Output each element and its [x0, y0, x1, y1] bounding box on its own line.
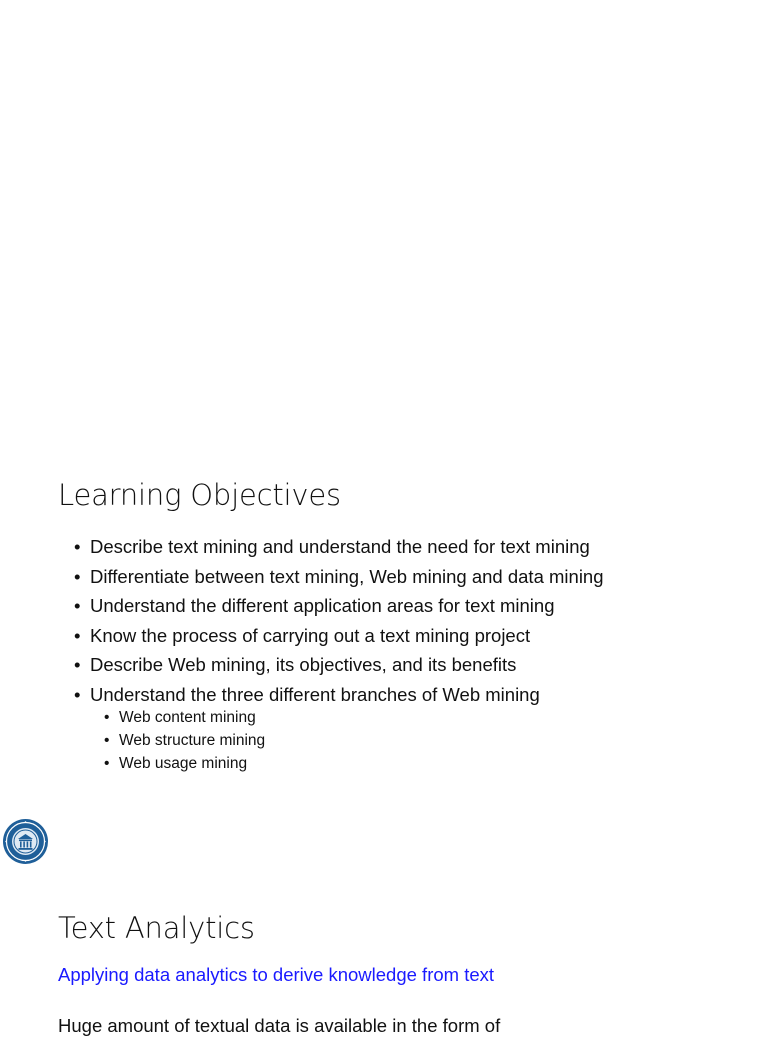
list-item: • Understand the different application areas for text mining: [74, 595, 634, 616]
slide-body-text: Huge amount of textual data is available in the form of: [58, 1015, 501, 1036]
sub-list-item: • Web usage mining: [104, 752, 634, 775]
web-mining-branches-list: [104, 706, 634, 775]
sub-list-item: • Web structure mining: [104, 729, 634, 752]
list-item: • Describe text mining and understand the need for text mining: [74, 536, 634, 557]
objectives-list: [74, 536, 634, 783]
slide-subtitle: Applying data analytics to derive knowledge from text: [58, 964, 495, 985]
list-item-with-subitems: [74, 684, 634, 775]
slide-title-learning-objectives: Learning Objectives: [58, 478, 341, 512]
slide-title-text-analytics: Text Analytics: [58, 911, 255, 945]
university-seal-icon: [2, 818, 49, 865]
list-item-label: Understand the three different branches of Web mining: [90, 683, 540, 705]
list-item: • Know the process of carrying out a text mining project: [74, 625, 634, 646]
list-item: • Describe Web mining, its objectives, and its benefits: [74, 654, 634, 675]
sub-list-item: • Web content mining: [104, 706, 634, 729]
list-item: • Differentiate between text mining, Web mining and data mining: [74, 566, 634, 587]
